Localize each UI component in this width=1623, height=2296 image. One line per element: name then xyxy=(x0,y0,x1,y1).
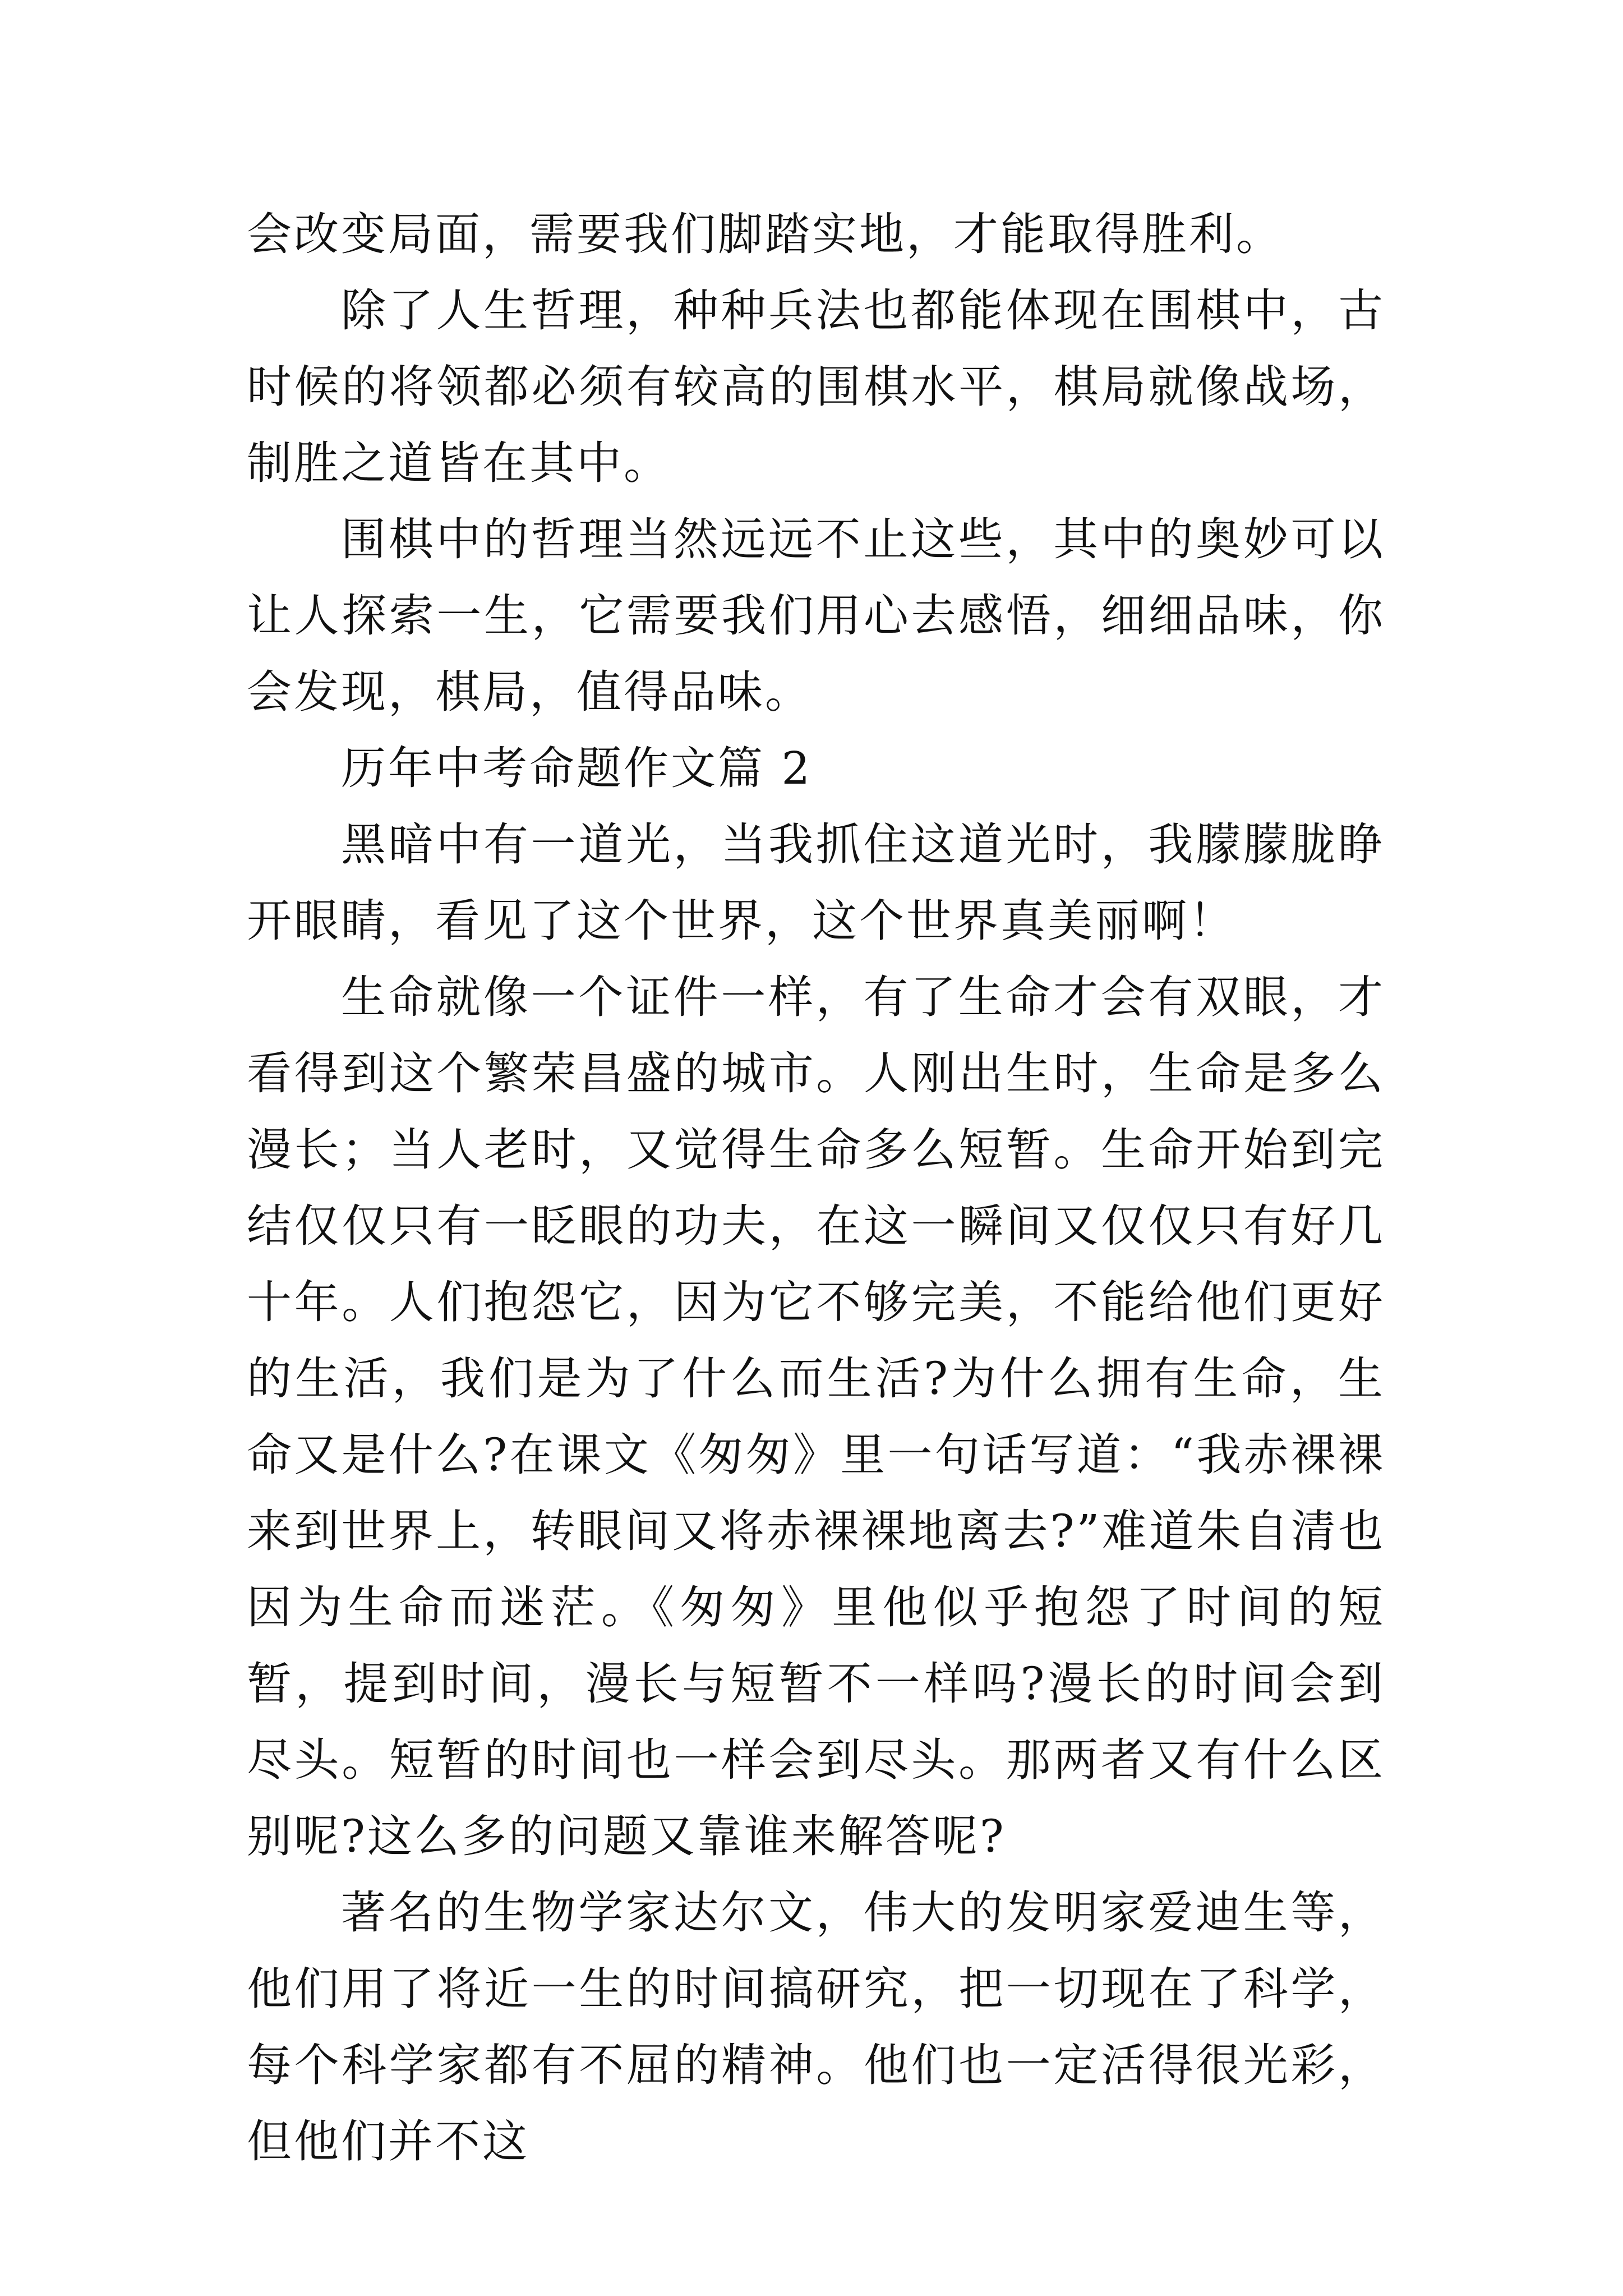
paragraph: 著名的生物学家达尔文，伟大的发明家爱迪生等，他们用了将近一生的时间搞研究，把一切现在了科学，每个科学家都有不屈的精神。他们也一定活得很光彩，但他们并不这 xyxy=(247,1887,1385,2168)
paragraph: 围棋中的哲理当然远远不止这些，其中的奥妙可以让人探索一生，它需要我们用心去感悟，细细品味，你会发现，棋局，值得品味。 xyxy=(247,513,1385,718)
document-body xyxy=(247,196,1385,2180)
section-heading: 历年中考命题作文篇 2 xyxy=(341,742,813,794)
paragraph: 会改变局面，需要我们脚踏实地，才能取得胜利。 xyxy=(247,208,1283,260)
paragraph: 生命就像一个证件一样，有了生命才会有双眼，才看得到这个繁荣昌盛的城市。人刚出生时，生命是多么漫长；当人老时，又觉得生命多么短暂。生命开始到完结仅仅只有一眨眼的功夫，在这一瞬间又仅仅只有好几十年。人们抱怨它，因为它不够完美，不能给他们更好的生活，我们是为了什么而生活?为什么拥有生命，生命又是什么?在课文《匆匆》里一句话写道：“我赤裸裸来到世界上，转眼间又将赤裸裸地离去?”难道朱自清也因为生命而迷茫。《匆匆》里他似乎抱怨了时间的短暂，提到时间，漫长与短暂不一样吗?漫长的时间会到尽头。短暂的时间也一样会到尽头。那两者又有什么区别呢?这么多的问题又靠谁来解答呢? xyxy=(247,971,1385,1862)
paragraph: 除了人生哲理，种种兵法也都能体现在围棋中，古时候的将领都必须有较高的围棋水平，棋局就像战场，制胜之道皆在其中。 xyxy=(247,284,1385,489)
paragraph: 黑暗中有一道光，当我抓住这道光时，我朦朦胧睁开眼睛，看见了这个世界，这个世界真美丽啊！ xyxy=(247,818,1385,947)
